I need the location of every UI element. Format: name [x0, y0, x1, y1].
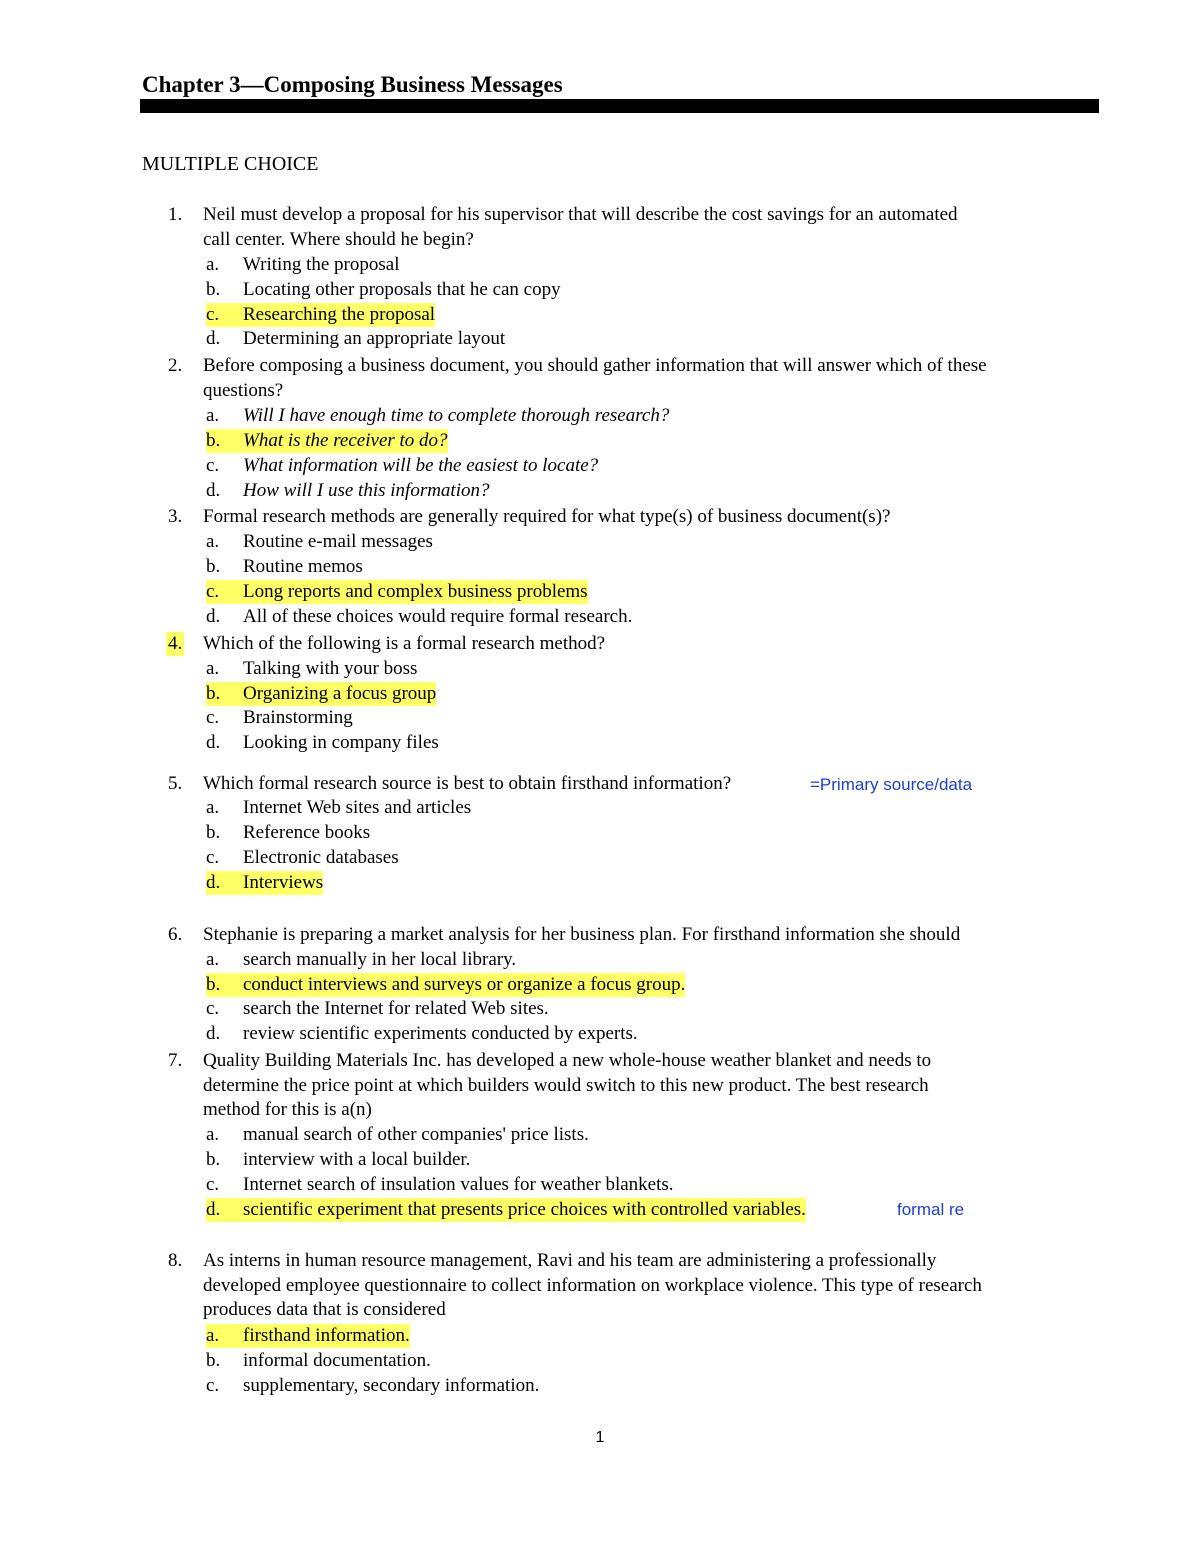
option-letter: c. — [206, 455, 220, 476]
option-text: informal documentation. — [243, 1350, 431, 1371]
question-6-number: 6. — [168, 924, 183, 945]
option-letter: d. — [206, 328, 221, 349]
question-1-text-line-2: call center. Where should he begin? — [203, 229, 474, 250]
option-text: search manually in her local library. — [243, 949, 517, 970]
option-text: What information will be the easiest to locate? — [243, 455, 599, 476]
option-letter: d. — [206, 1023, 221, 1044]
question-8-text-line-2: developed employee questionnaire to collect information on workplace violence. This type of research — [203, 1275, 982, 1296]
option-text: supplementary, secondary information. — [243, 1375, 540, 1396]
page-number: 1 — [595, 1429, 605, 1446]
option-text: search the Internet for related Web sites. — [243, 998, 549, 1019]
option-letter: a. — [206, 949, 220, 970]
option-text: Locating other proposals that he can copy — [243, 279, 561, 300]
option-letter-highlighted: b. — [206, 682, 243, 706]
question-8-text-line-1: As interns in human resource management, Ravi and his team are administering a professionally — [203, 1250, 937, 1271]
option-text: Electronic databases — [243, 847, 399, 868]
option-text: Routine memos — [243, 556, 363, 577]
question-7-text-line-1: Quality Building Materials Inc. has developed a new whole-house weather blanket and needs to — [203, 1050, 932, 1071]
option-letter: b. — [206, 822, 221, 843]
section-heading: MULTIPLE CHOICE — [142, 153, 319, 175]
option-letter: b. — [206, 1149, 221, 1170]
option-text: All of these choices would require formal research. — [243, 606, 633, 627]
answer-highlight: scientific experiment that presents price choices with controlled variables. — [243, 1199, 806, 1220]
option-letter: d. — [206, 606, 221, 627]
option-letter: a. — [206, 531, 220, 552]
option-text: Determining an appropriate layout — [243, 328, 506, 349]
option-letter: c. — [206, 707, 220, 728]
option-letter: a. — [206, 797, 220, 818]
option-letter: d. — [206, 480, 221, 501]
question-8-number: 8. — [168, 1250, 183, 1271]
option-text: review scientific experiments conducted by experts. — [243, 1023, 638, 1044]
title-rule — [140, 99, 1099, 113]
option-letter-highlighted: c. — [206, 580, 243, 604]
option-text: How will I use this information? — [243, 480, 490, 501]
option-letter: d. — [206, 732, 221, 753]
option-text: Will I have enough time to complete thorough research? — [243, 405, 670, 426]
option-text: Brainstorming — [243, 707, 353, 728]
option-letter: c. — [206, 1375, 220, 1396]
option-letter: b. — [206, 279, 221, 300]
option-text: Reference books — [243, 822, 371, 843]
option-letter-highlighted: c. — [206, 303, 243, 327]
option-text: Internet search of insulation values for weather blankets. — [243, 1174, 674, 1195]
question-1-text-line-1: Neil must develop a proposal for his supervisor that will describe the cost savings for an automated — [203, 204, 958, 225]
option-letter: c. — [206, 847, 220, 868]
question-3-text: Formal research methods are generally required for what type(s) of business document(s)? — [203, 506, 891, 527]
annotation-note: formal re — [897, 1200, 965, 1219]
option-letter: a. — [206, 254, 220, 275]
question-1-number: 1. — [168, 204, 183, 225]
question-8-text-line-3: produces data that is considered — [203, 1299, 446, 1320]
answer-highlight: firsthand information. — [243, 1325, 410, 1346]
option-letter: c. — [206, 998, 220, 1019]
option-letter-highlighted: d. — [206, 1198, 243, 1222]
option-letter: c. — [206, 1174, 220, 1195]
option-letter: a. — [206, 1124, 220, 1145]
question-2-text-line-2: questions? — [203, 380, 284, 401]
question-7-text-line-2: determine the price point at which builders would switch to this new product. The best research — [203, 1075, 929, 1096]
answer-highlight: Long reports and complex business problems — [243, 581, 588, 602]
option-text: Internet Web sites and articles — [243, 797, 472, 818]
question-2-text-line-1: Before composing a business document, you should gather information that will answer which of these — [203, 355, 987, 376]
question-4-text: Which of the following is a formal research method? — [203, 633, 606, 654]
option-letter: a. — [206, 658, 220, 679]
option-letter: b. — [206, 1350, 221, 1371]
question-4-number-highlighted: 4. — [168, 633, 183, 654]
option-text: Routine e-mail messages — [243, 531, 433, 552]
option-letter-highlighted: b. — [206, 973, 243, 997]
annotation-note: =Primary source/data — [810, 775, 973, 794]
question-7-number: 7. — [168, 1050, 183, 1071]
option-text: Talking with your boss — [243, 658, 418, 679]
answer-highlight: conduct interviews and surveys or organize a focus group. — [243, 974, 686, 995]
answer-highlight: What is the receiver to do? — [243, 430, 448, 451]
option-letter-highlighted: a. — [206, 1324, 243, 1348]
option-letter: a. — [206, 405, 220, 426]
chapter-title: Chapter 3—Composing Business Messages — [142, 72, 563, 97]
option-letter: b. — [206, 556, 221, 577]
answer-highlight: Interviews — [243, 872, 324, 893]
question-2-number: 2. — [168, 355, 183, 376]
answer-highlight: Organizing a focus group — [243, 683, 437, 704]
question-5-number: 5. — [168, 773, 183, 794]
question-5-text: Which formal research source is best to obtain firsthand information? — [203, 773, 732, 794]
option-text: manual search of other companies' price lists. — [243, 1124, 589, 1145]
option-text: interview with a local builder. — [243, 1149, 471, 1170]
question-6-text: Stephanie is preparing a market analysis for her business plan. For firsthand information she should — [203, 924, 961, 945]
question-3-number: 3. — [168, 506, 183, 527]
option-letter-highlighted: d. — [206, 871, 243, 895]
option-letter-highlighted: b. — [206, 429, 243, 453]
option-text: Writing the proposal — [243, 254, 400, 275]
question-7-text-line-3: method for this is a(n) — [203, 1099, 372, 1120]
option-text: Looking in company files — [243, 732, 439, 753]
answer-highlight: Researching the proposal — [243, 304, 436, 325]
